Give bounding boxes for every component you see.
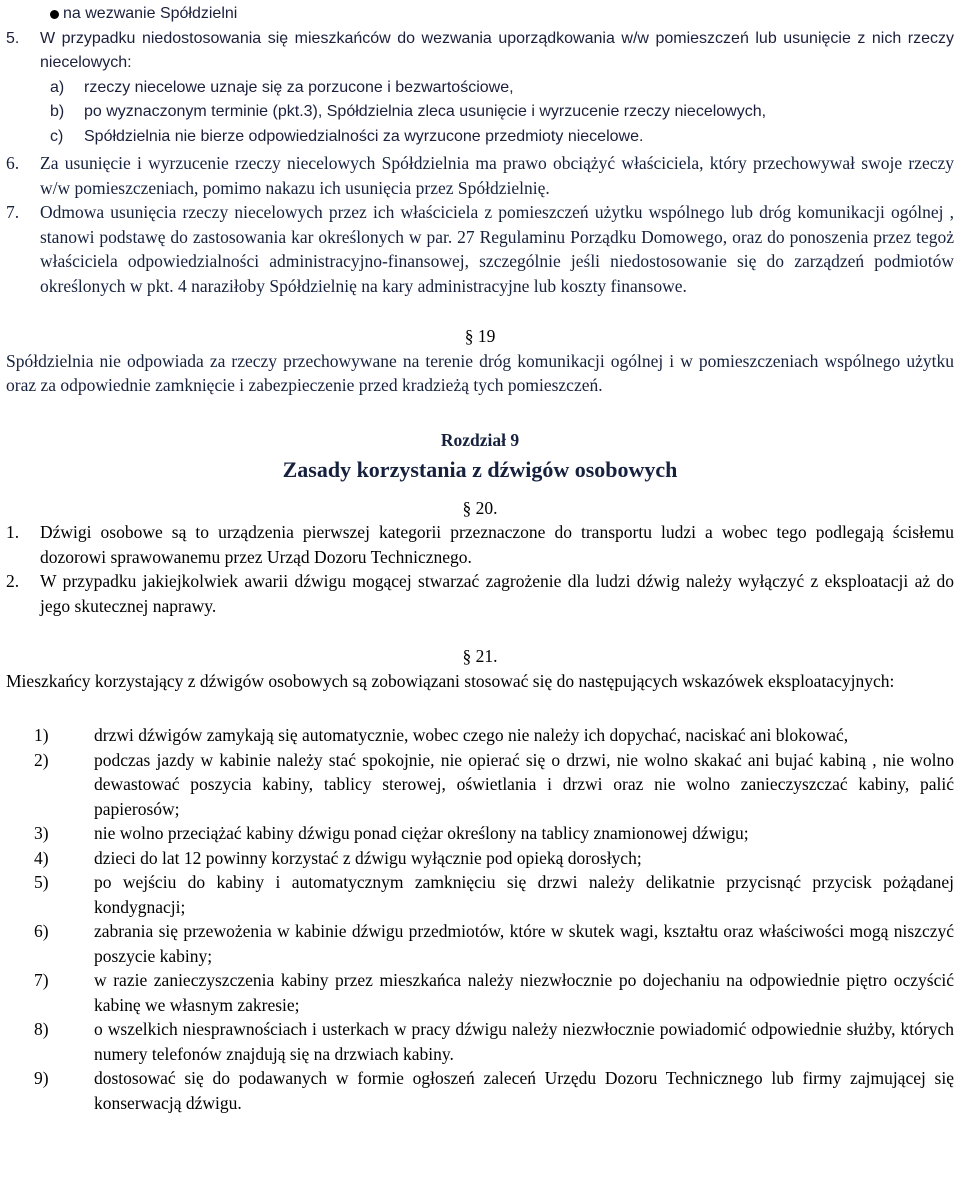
list-item-number: 2) — [34, 749, 49, 770]
bullet-icon — [50, 10, 59, 19]
list-item-number: 4) — [34, 847, 49, 868]
item-number: 6. — [6, 153, 20, 173]
section-19-text: Spółdzielnia nie odpowiada za rzeczy przechowywane na terenie dróg komunikacji ogólnej i w pomieszczeniach wspólnego użytku oraz za odpowiednie zamknięcie i zabezpieczenie przed kradzieżą tych pomieszczeń. — [6, 350, 954, 395]
section-21-title: § 21. — [462, 646, 498, 666]
item-number: 1. — [6, 522, 20, 542]
sub-text: rzeczy niecelowe uznaje się za porzucone i bezwartościowe, — [84, 78, 514, 96]
list-item-number: 1) — [34, 725, 49, 745]
section-20-item-2 — [6, 569, 954, 618]
item-6 — [6, 151, 954, 200]
list-item — [6, 821, 954, 846]
sub-number: c) — [50, 127, 64, 145]
list-item-text: drzwi dźwigów zamykają się automatycznie, wobec czego nie należy ich dopychać, naciskać ani blokować, — [94, 725, 849, 745]
section-20-item-1 — [6, 520, 954, 569]
list-item — [6, 968, 954, 1017]
section-21-intro: Mieszkańcy korzystający z dźwigów osobowych są zobowiązani stosować się do następujących wskazówek eksploatacyjnych: — [6, 670, 895, 691]
bullet-text: na wezwanie Spółdzielni — [63, 5, 238, 22]
item-text: W przypadku niedostosowania się mieszkańców do wezwania uporządkowania w/w pomieszczeń lub usunięcie z nich rzeczy niecelowych: — [40, 29, 954, 71]
list-item — [6, 1066, 954, 1115]
item-number: 5. — [6, 29, 20, 47]
list-item-text: w razie zanieczyszczenia kabiny przez mieszkańca należy niezwłocznie po dojechaniu na odpowiednie piętro oczyścić kabinę we własnym zakresie; — [94, 970, 954, 1015]
section-21-list — [6, 723, 954, 1115]
list-item-number: 5) — [34, 872, 49, 892]
item-5 — [6, 27, 954, 76]
item-5-sub-b — [6, 100, 954, 125]
chapter-title: Zasady korzystania z dźwigów osobowych — [282, 456, 678, 482]
item-text: Dźwigi osobowe są to urządzenia pierwszej kategorii przeznaczone do transportu ludzi a wobec tego podlegają ścisłemu dozorowi sprawowanemu przez Urząd Dozoru Technicznego. — [40, 522, 954, 567]
list-item-number: 6) — [34, 921, 49, 941]
list-item-text: podczas jazdy w kabinie należy stać spokojnie, nie opierać się o drzwi, nie wolno skakać ani bujać kabiną , nie wolno dewastować poszycia kabiny, tablicy sterowej, oświetlania i drzwi oraz nie wolno zanieczyszczać kabiny, palić papierosów; — [94, 749, 954, 819]
top-bullet-line — [6, 2, 954, 27]
list-item-number: 8) — [34, 1019, 49, 1039]
item-7 — [6, 200, 954, 298]
list-item — [6, 748, 954, 822]
item-text: W przypadku jakiejkolwiek awarii dźwigu mogącej stwarzać zagrożenie dla ludzi dźwig należy wyłączyć z eksploatacji aż do jego skutecznej naprawy. — [40, 571, 954, 616]
list-item-text: nie wolno przeciążać kabiny dźwigu ponad ciężar określony na tablicy znamionowej dźwigu; — [94, 823, 749, 843]
list-item-number: 7) — [34, 970, 49, 990]
list-item — [6, 846, 954, 871]
sub-number: a) — [50, 78, 65, 96]
list-item-text: zabrania się przewożenia w kabinie dźwigu przedmiotów, które w skutek wagi, kształtu oraz właściwości mogą niszczyć poszycie kabiny; — [94, 921, 954, 966]
list-item — [6, 1017, 954, 1066]
list-item — [6, 870, 954, 919]
item-number: 2. — [6, 571, 20, 591]
item-5-sub-a — [6, 76, 954, 101]
section-19-title: § 19 — [464, 326, 496, 346]
sub-text: po wyznaczonym terminie (pkt.3), Spółdzielnia zleca usunięcie i wyrzucenie rzeczy niecelowych, — [84, 103, 767, 120]
list-item-number: 9) — [34, 1068, 49, 1088]
item-text: Za usunięcie i wyrzucenie rzeczy niecelowych Spółdzielnia ma prawo obciążyć właściciela, który przechowywał swoje rzeczy w/w pomieszczeniach, pomimo nakazu ich usunięcia przez Spółdzielnię. — [40, 153, 954, 198]
section-20-title: § 20. — [462, 497, 498, 518]
item-5-sub-c — [6, 125, 954, 150]
chapter-label: Rozdział 9 — [440, 429, 520, 450]
list-item-text: dzieci do lat 12 powinny korzystać z dźwigu wyłącznie pod opieką dorosłych; — [94, 847, 642, 868]
sub-number: b) — [50, 103, 65, 120]
list-item-text: dostosować się do podawanych w formie ogłoszeń zaleceń Urzędu Dozoru Technicznego lub firmy zajmującej się konserwacją dźwigu. — [94, 1068, 954, 1113]
document-page — [6, 0, 954, 1115]
list-item-text: po wejściu do kabiny i automatycznym zamknięciu się drzwi należy delikatnie przycisnąć przycisk pożądanej kondygnacji; — [94, 872, 954, 917]
list-item-text: o wszelkich niesprawnościach i usterkach w pracy dźwigu należy niezwłocznie powiadomić odpowiednie służby, których numery telefonów znajdują się na drzwiach kabiny. — [94, 1019, 954, 1064]
item-number: 7. — [6, 202, 20, 222]
list-item — [6, 723, 954, 748]
list-item-number: 3) — [34, 823, 49, 843]
sub-text: Spółdzielnia nie bierze odpowiedzialności za wyrzucone przedmioty niecelowe. — [84, 127, 644, 145]
list-item — [6, 919, 954, 968]
item-text: Odmowa usunięcia rzeczy niecelowych przez ich właściciela z pomieszczeń użytku wspólnego lub dróg komunikacji ogólnej , stanowi podstawę do zastosowania kar określonych w par. 27 Regulaminu Porządku Domowego, oraz do ponoszenia przez tegoż właściciela odpowiedzialności administracyjno-finansowej, szczególnie jeśli niedostosowanie się do zarządzeń podmiotów określonych w pkt. 4 naraziłoby Spółdzielnię na kary administracyjne lub koszty finansowe. — [40, 202, 954, 296]
